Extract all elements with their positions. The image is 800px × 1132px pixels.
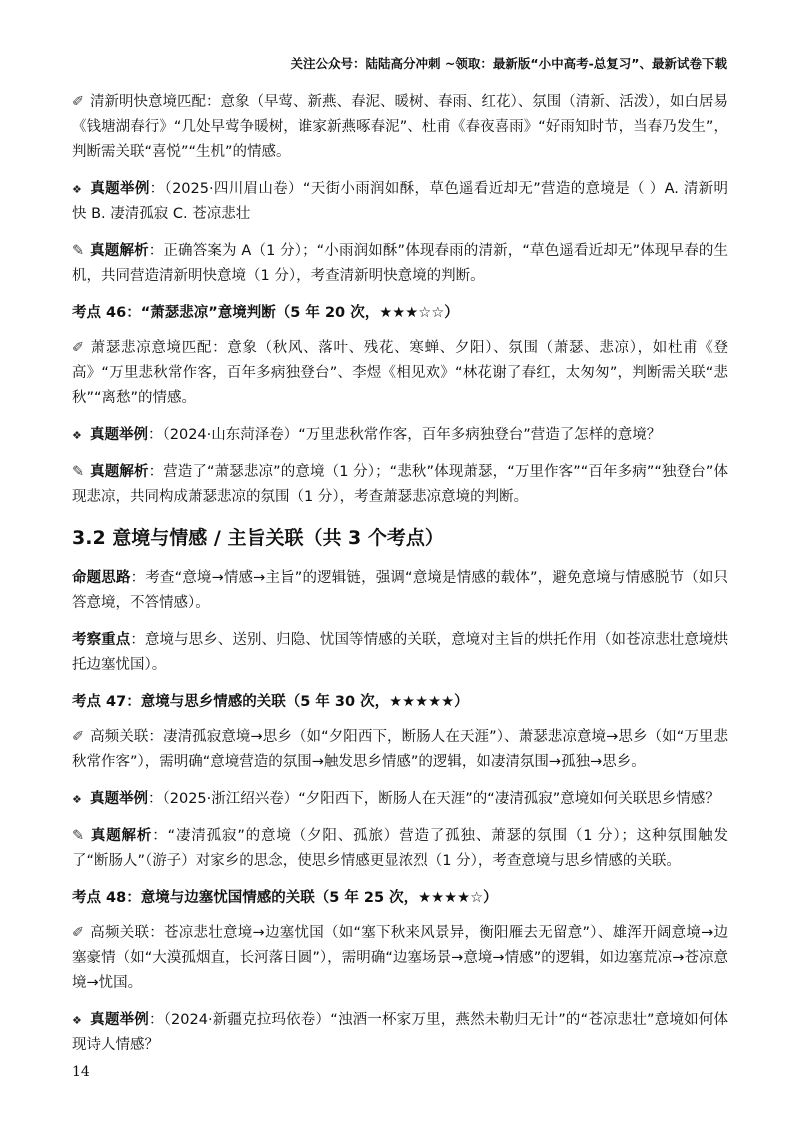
diamond-icon: ❖ [72, 429, 82, 442]
lead-label: 真题举例 [90, 1012, 149, 1028]
page-header: 关注公众号：陆陆高分冲刺 ~领取：最新版“小中高考-总复习”、最新试卷下载 [290, 56, 727, 71]
diamond-icon: ❖ [72, 793, 82, 806]
pen-icon: ✎ [72, 828, 85, 844]
paragraph-text: 高频关联：凄清孤寂意境→思乡（如“夕阳西下，断肠人在天涯”）、萧瑟悲凉意境→思乡（如“万里悲秋常作客”），需明确“意境营造的氛围→触发思乡情感”的逻辑，如凄清氛围→孤独→思乡。 [72, 729, 728, 770]
paragraph-text: ：（2024·山东菏泽卷）“万里悲秋常作客，百年多病独登台”营造了怎样的意境？ [148, 427, 662, 443]
paragraph-pencil [72, 725, 728, 775]
paragraph-example [72, 177, 728, 227]
paragraph-text: 高频关联：苍凉悲壮意境→边塞忧国（如“塞下秋来风景异，衡阳雁去无留意”）、雄浑开阔意境→边塞豪情（如“大漠孤烟直，长河落日圆”），需明确“边塞场景→意境→情感”的逻辑，如边塞荒凉→苍凉意境→忧国。 [72, 925, 728, 991]
paragraph-text: ：营造了“萧瑟悲凉”的意境（1 分）；“悲秋”体现萧瑟，“万里作客”“百年多病”“独登台”体现悲凉，共同构成萧瑟悲凉的氛围（1 分），考查萧瑟悲凉意境的判断。 [72, 464, 729, 505]
paragraph-text: 萧瑟悲凉意境匹配：意象（秋风、落叶、残花、寒蝉、夕阳）、氛围（萧瑟、悲凉），如杜甫《登高》“万里悲秋常作客，百年多病独登台”、李煜《相见欢》“林花谢了春红，太匆匆”，判断需关联“悲秋”“离愁”的情感。 [72, 340, 728, 406]
paragraph-analysis [72, 824, 728, 874]
page-number: 14 [72, 1064, 90, 1080]
paragraph-example [72, 787, 728, 812]
lead-label: 真题举例 [90, 181, 150, 197]
paragraph-text: ：（2025·四川眉山卷）“天街小雨润如酥，草色遥看近却无”营造的意境是（ ）A. 清新明快 B. 凄清孤寂 C. 苍凉悲壮 [72, 181, 728, 222]
paragraph-pencil [72, 90, 728, 165]
paragraph-text: 清新明快意境匹配：意象（早莺、新燕、春泥、暖树、春雨、红花）、氛围（清新、活泼），如白居易《钱塘湖春行》“几处早莺争暖树，谁家新燕啄春泥”、杜甫《春夜喜雨》“好雨知时节，当春乃发生”，判断需关联“喜悦”“生机”的情感。 [72, 94, 728, 160]
lead-label: 命题思路 [72, 570, 131, 586]
paragraph-text: ：考查“意境→情感→主旨”的逻辑链，强调“意境是情感的载体”，避免意境与情感脱节（如只答意境，不答情感）。 [72, 570, 729, 611]
diamond-icon: ❖ [72, 1014, 82, 1027]
page-content [72, 90, 728, 1070]
lead-label: 真题解析 [90, 464, 149, 480]
paragraph-analysis [72, 239, 728, 289]
pencil-icon: ✐ [72, 340, 85, 356]
paragraph-text: ：（2024·新疆克拉玛依卷）“浊酒一杯家万里，燕然未勒归无计”的“苍凉悲壮”意境如何体现诗人情感？ [72, 1012, 728, 1053]
pencil-icon: ✐ [72, 729, 85, 745]
lead-label: 真题解析 [90, 243, 149, 259]
paragraph-example [72, 423, 728, 448]
paragraph-example [72, 1008, 728, 1058]
paragraph-text: ：正确答案为 A（1 分）；“小雨润如酥”体现春雨的清新，“草色遥看近却无”体现早春的生机，共同营造清新明快意境（1 分），考查清新明快意境的判断。 [72, 243, 728, 284]
paragraph-text: ：意境与思乡、送别、归隐、忧国等情感的关联，意境对主旨的烘托作用（如苍凉悲壮意境烘托边塞忧国）。 [72, 632, 729, 673]
pen-icon: ✎ [72, 243, 85, 259]
paragraph-mingti [72, 566, 728, 616]
kaodian-48-heading: 考点 48：意境与边塞忧国情感的关联（5 年 25 次，★★★★☆） [72, 890, 498, 906]
pencil-icon: ✐ [72, 925, 85, 941]
section-heading: 3.2 意境与情感 / 主旨关联（共 3 个考点） [72, 527, 444, 549]
pen-icon: ✎ [72, 464, 85, 480]
lead-label: 真题解析 [90, 828, 153, 844]
paragraph-text: ：“凄清孤寂”的意境（夕阳、孤旅）营造了孤独、萧瑟的氛围（1 分）；这种氛围触发了“断肠人”（游子）对家乡的思念，使思乡情感更显浓烈（1 分），考查意境与思乡情感的关联。 [72, 828, 728, 869]
paragraph-text: ：（2025·浙江绍兴卷）“夕阳西下，断肠人在天涯”的“凄清孤寂”意境如何关联思乡情感？ [148, 791, 720, 807]
kaodian-47-heading: 考点 47：意境与思乡情感的关联（5 年 30 次，★★★★★） [72, 694, 469, 710]
diamond-icon: ❖ [72, 183, 82, 196]
pencil-icon: ✐ [72, 94, 85, 110]
lead-label: 真题举例 [90, 791, 148, 807]
lead-label: 考察重点 [72, 632, 131, 648]
paragraph-pencil [72, 336, 728, 411]
lead-label: 真题举例 [90, 427, 148, 443]
kaodian-46-heading: 考点 46：“萧瑟悲凉”意境判断（5 年 20 次，★★★☆☆） [72, 305, 459, 321]
paragraph-kaocha [72, 628, 728, 678]
paragraph-analysis [72, 460, 728, 510]
paragraph-pencil [72, 921, 728, 996]
